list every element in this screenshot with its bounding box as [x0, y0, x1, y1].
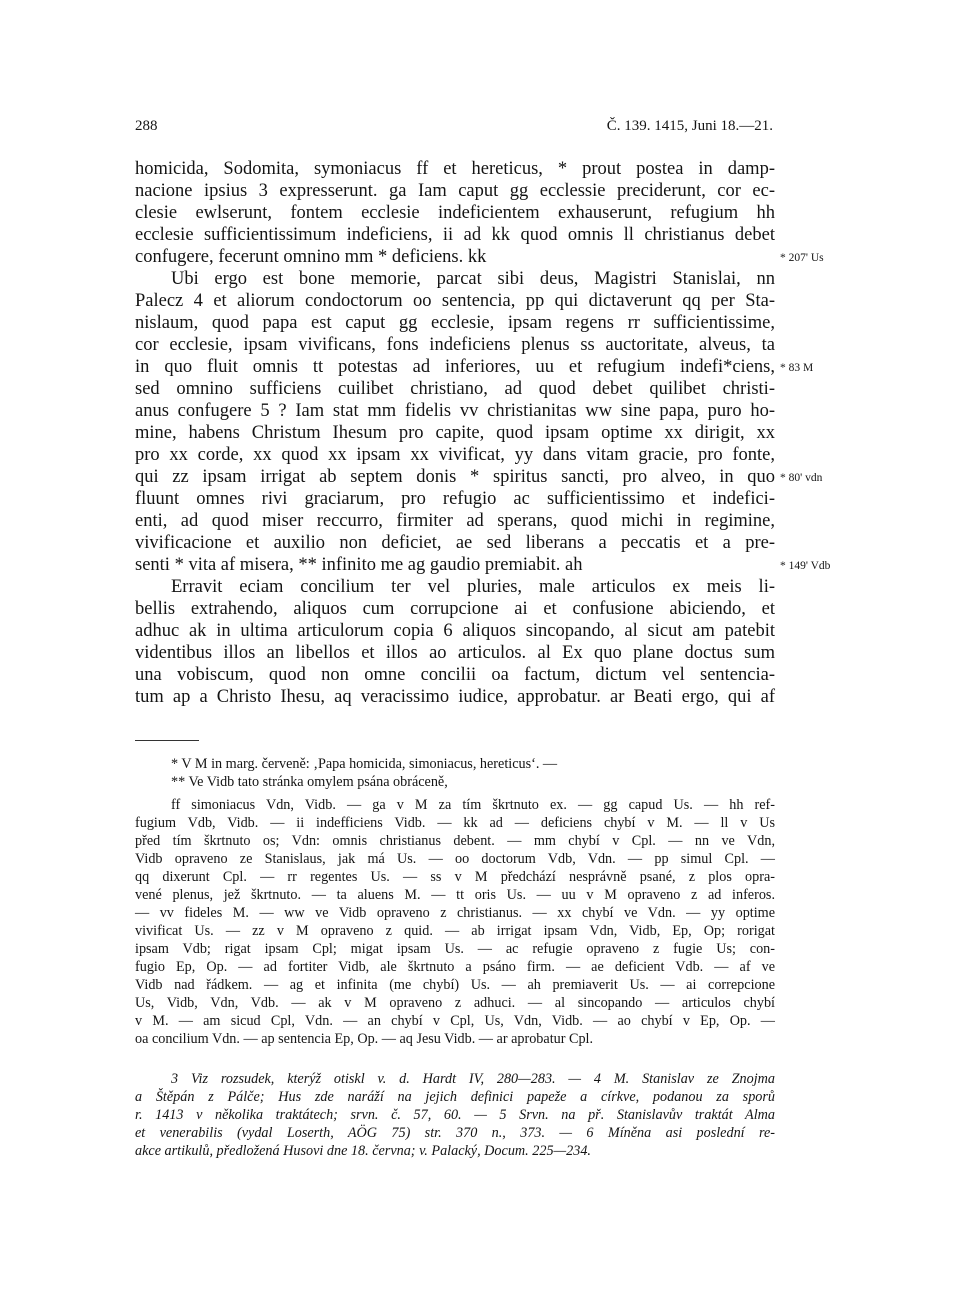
text-line: clesie ewlserunt, fontem ecclesie indeficientem exhauserunt, refugium hh — [135, 203, 775, 223]
running-header — [135, 118, 773, 140]
running-head-title: Č. 139. 1415, Juni 18.—21. — [606, 118, 773, 134]
note-line: 3 Viz rozsudek, kterýž otiskl v. d. Hardt IV, 280—283. — 4 M. Stanislav ze Znojma — [171, 1071, 775, 1087]
text-line: bellis extrahendo, aliquos cum corrupcione ai et confusione abiciendo, et — [135, 599, 775, 619]
note-line: vivificat Us. — zz v M opraveno z quid. — ab irrigat ipsam Vdn, Vidb, Ep, Op; rorigat — [135, 923, 775, 939]
note-line: vené plenus, jež škrtnuto. — ta aluens M. — tt oris Us. — uu v M opraveno z ad inferos. — [135, 887, 775, 903]
note-line: akce artikulů, předložená Husovi dne 18. června; v. Palacký, Docum. 225—234. — [135, 1143, 591, 1159]
text-line: enti, ad quod miser reccurro, firmiter ad sperans, quod michi in regimine, — [135, 511, 775, 531]
text-line: videntibus illos an libellos et illos ao articulos. al Ex quo plane doctus sum — [135, 643, 775, 663]
footnote-rule — [135, 740, 199, 741]
note-line: fugio Ep, Op. — ad fortiter Vidb, ale škrtnuto a psáno firm. — ae deficient Vdb. — af ve — [135, 959, 775, 975]
text-line: senti * vita af misera, ** infinito me ag gaudio premiabit. ah — [135, 555, 583, 575]
note-line: a Štěpán z Pálče; Hus zde naráží na jejich definici papeže a církve, podanou za sporů — [135, 1089, 775, 1105]
marginal-notes-block — [135, 755, 775, 791]
note-line: * V M in marg. červeně: ‚Papa homicida, simoniacus, hereticus‘. — — [171, 756, 558, 772]
margin-folio-note: * 80' vdn — [780, 472, 823, 484]
text-line: tum ap a Christo Ihesu, aq veracissimo iudice, approbatur. ar Beati ergo, qui af — [135, 687, 775, 707]
text-line: Ubi ergo est bone memorie, parcat sibi deus, Magistri Stanislai, nn — [171, 269, 775, 289]
text-line: sed omnino sufficiens cuilibet christiano, ad quod debet quilibet christi- — [135, 379, 775, 399]
note-line: r. 1413 v několika traktátech; srvn. č. 57, 60. — 5 Srvn. na př. Stanislavův traktát Alma — [135, 1107, 775, 1123]
note-line: Vidb opraveno ze Stanislaus, jak má Us. — oo doctorum Vdb, Vdn. — pp simul Cpl. — — [135, 851, 775, 867]
note-line: ** Ve Vidb tato stránka omylem psána obráceně, — [171, 774, 448, 790]
text-line: Erravit eciam concilium ter vel pluries, male articulos ex meis li- — [171, 577, 775, 597]
note-line: fugium Vdb, Vidb. — ii indefficiens Vidb. — kk ad — deficiens chybí v M. — ll v Us — [135, 815, 775, 831]
margin-folio-note: * 83 M — [780, 362, 814, 374]
text-line: Palecz 4 et aliorum condoctorum oo sentencia, pp qui dictaverunt qq per Sta- — [135, 291, 775, 311]
main-text — [135, 158, 775, 708]
note-line: Vidb nad řádkem. — ag et infinita (me chybí) Us. — ah premiaverit Us. — ai correpcione — [135, 977, 775, 993]
text-line: confugere, fecerunt omnino mm * deficiens. kk — [135, 247, 487, 267]
text-line: fluunt omnes rivi graciarum, pro refugio ac sufficientissimo et indefici- — [135, 489, 775, 509]
margin-folio-note: * 207' Us — [780, 252, 824, 264]
text-line: adhuc ak in ultima articulorum copia 6 aliquos sincopando, al sicut am patebit — [135, 621, 775, 641]
note-line: oa concilium Vdn. — ap sentencia Ep, Op. — aq Jesu Vidb. — ar aprobatur Cpl. — [135, 1031, 594, 1047]
text-line: in quo fluit omnis tt potestas ad inferiores, uu et refugium indefi*ciens, — [135, 357, 775, 377]
critical-apparatus — [135, 796, 775, 1048]
text-line: pro xx corde, xx quod xx ipsam xx vivificat, yy dans vitam gracie, pro fonte, — [135, 445, 775, 465]
note-line: et venerabilis (vydal Loserth, AÖG 75) str. 370 n., 373. — 6 Míněna asi poslední re- — [135, 1125, 775, 1141]
note-line: ipsam Vdb; rigat ipsam Cpl; migat ipsam Us. — ac refugie opraveno z fugie Us; con- — [135, 941, 775, 957]
text-line: nislaum, quod papa est caput gg ecclesie, ipsam regens rr sufficientissime, — [135, 313, 775, 333]
note-line: před tím škrtnuto os; Vdn: omnis christianus debent. — mm chybí v Cpl. — nn ve Vdn, — [135, 833, 775, 849]
text-line: nacione ipsius 3 expresserunt. ga Iam caput gg ecclessie preciderunt, cor ec- — [135, 181, 775, 201]
text-line: cor ecclesie, ipsam vivificans, fons indeficiens plenus ss auctoritate, alveus, ta — [135, 335, 775, 355]
source-footnotes — [135, 1070, 775, 1160]
text-line: homicida, Sodomita, symoniacus ff et hereticus, * prout postea in damp- — [135, 159, 775, 179]
text-line: vivificacione et auxilio non deficiet, ae sed liberans a peccatis et a pre- — [135, 533, 775, 553]
note-line: ff simoniacus Vdn, Vidb. — ga v M za tím škrtnuto ex. — gg capud Us. — hh ref- — [171, 797, 775, 813]
note-line: qq dixerunt Cpl. — rr regentes Us. — ss v M předchází nesprávně psané, z plos opra- — [135, 869, 775, 885]
note-line: v M. — am sicud Cpl, Vdn. — an chybí v Cpl, Us, Vdn, Vidb. — ao chybí v Ep, Op. — — [135, 1013, 775, 1029]
text-line: ecclesie sufficientissimum indeficiens, ii ad kk quod omnis ll christianus debet — [135, 225, 775, 245]
margin-folio-note: * 149' Vdb — [780, 560, 831, 572]
page-number: 288 — [135, 118, 158, 134]
text-line: qui zz ipsam irrigat ab septem donis * spiritus sancti, pro alveo, in quo — [135, 467, 775, 487]
text-line: una vobiscum, quod non omne concilii oa factum, dictum vel sentencia- — [135, 665, 775, 685]
text-line: anus confugere 5 ? Iam stat mm fidelis vv christianitas ww sine papa, puro ho- — [135, 401, 775, 421]
note-line: Us, Vidb, Vdn, Vdb. — ak v M opraveno z adhuci. — al sincopando — articulos chybí — [135, 995, 775, 1011]
text-line: mine, habens Christum Ihesum pro capite, quod ipsam optime xx dirigit, xx — [135, 423, 775, 443]
note-line: — vv fideles M. — ww ve Vidb opraveno z christianus. — xx chybí ve Vdn. — yy optime — [135, 905, 775, 921]
